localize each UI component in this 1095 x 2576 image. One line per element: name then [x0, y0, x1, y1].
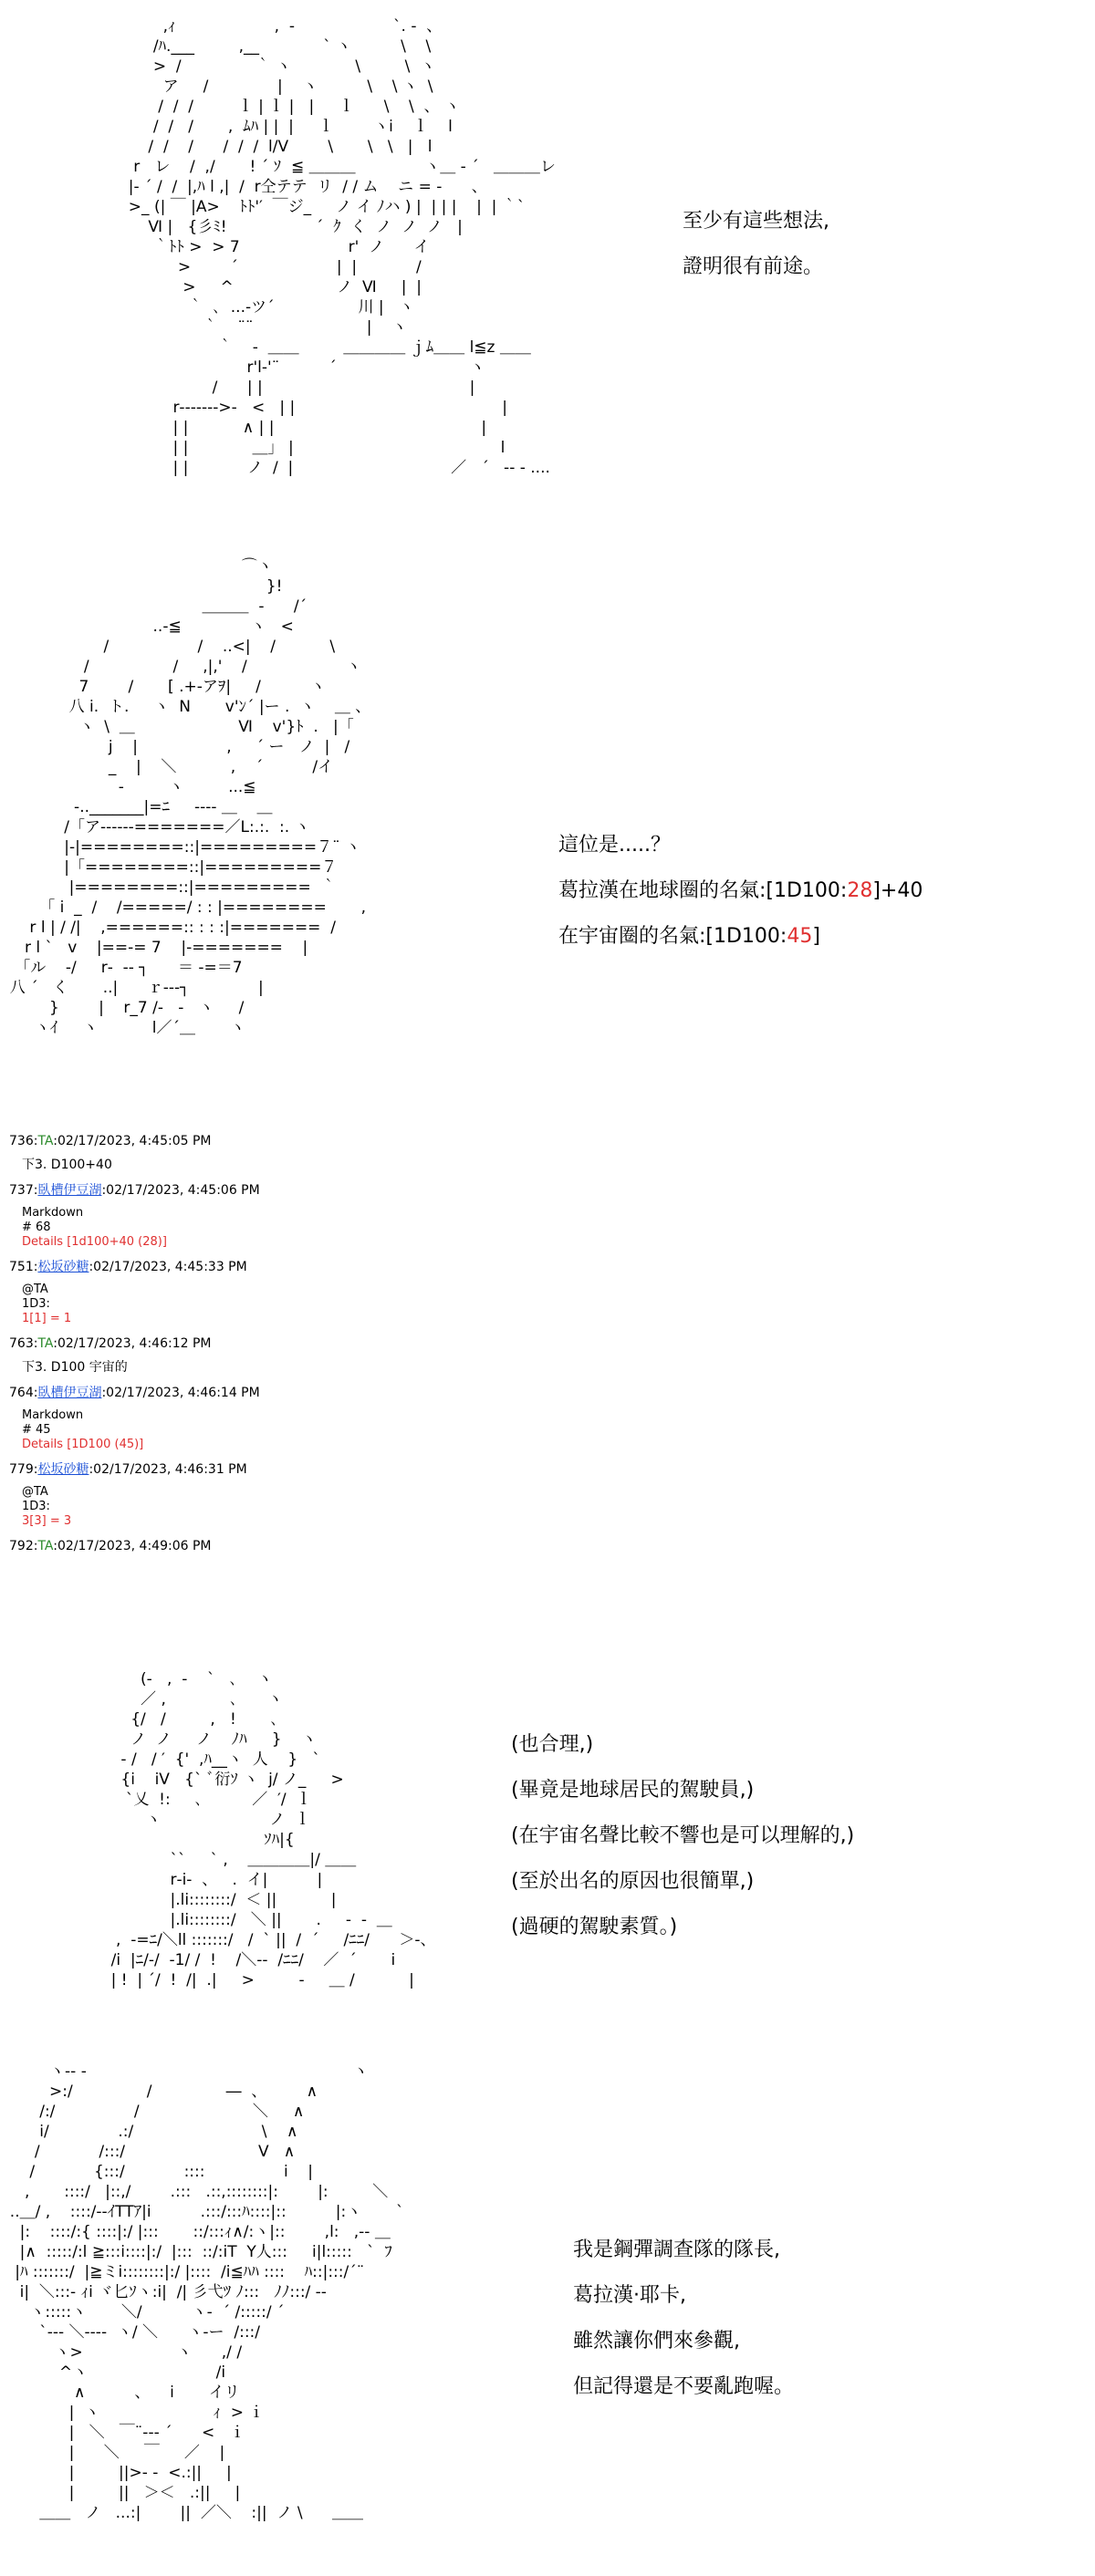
dice-result: 1[1] = 1 [22, 1312, 72, 1325]
ascii-art-character-3: (‐ , ‐ ` ､ ヽ ／ , ､ ヽ {/ / , ! ､ ノ ノ ノ ﾉﾊ } ヽ ‐ / / ′ {' ,ﾊ__ヽ 人 } ` {i iV {` ﾞ衍ｿ ヽ j/ ノ_ > `乂 !: ､ ／ ′/ ｌ ヽ ノ ｌ ｿﾊ|{ `` ` , ＿＿＿＿|/ ＿＿ r‐i‐ 、 . イ| | |.li::::::::/ ＜ || | |.li::::::::/ ＼ || . ‐ ‐ ＿ , ‐=ﾆ/＼ll :::::::/ / ` || / ´ /ﾆﾆ/ ＞‐、 /i |ﾆ/‐/ ‐1/ / ! /＼‐‐ /ﾆﾆ/ ／ ´ i | ! | ´/ ! /| .| > ‐ ＿ / | [110, 1670, 436, 1989]
dialogue-line: 葛拉漢·耶卡, [573, 2284, 686, 2307]
log-user-link[interactable]: 臥槽伊豆湖 [37, 1386, 102, 1400]
log-entry: 779:松坂砂糖:02/17/2023, 4:46:31 PM @TA 1D3: 3[3] = 3 [9, 1461, 1086, 1529]
dialogue-line: (畢竟是地球居民的駕駛員,) [511, 1779, 755, 1802]
dialogue-line: (在宇宙名聲比較不響也是可以理解的,) [511, 1824, 855, 1847]
roll-value: 28 [847, 879, 873, 902]
dialogue-line: 雖然讓你們來參觀, [573, 2330, 740, 2353]
log-user[interactable]: TA [37, 1134, 54, 1148]
panel-1 [0, 0, 1095, 529]
dialogue-line: 至少有這些想法, [683, 210, 829, 233]
panel-4 [0, 2062, 1095, 2576]
dialogue-line-space-fame: 在宇宙圈的名氣:[1D100:45] [558, 925, 820, 948]
log-user-link[interactable]: 松坂砂糖 [37, 1260, 89, 1274]
dialogue-line: 證明很有前途。 [683, 255, 824, 278]
dialogue-line: 但記得還是不要亂跑喔。 [573, 2375, 795, 2398]
log-entry: 737:臥槽伊豆湖:02/17/2023, 4:45:06 PM Markdown # 68 Details [1d100+40 (28)] [9, 1182, 1086, 1250]
log-user[interactable]: TA [37, 1336, 54, 1351]
dialogue-line: (也合理,) [511, 1733, 594, 1756]
dialogue-box-4 [573, 2237, 794, 2419]
dialogue-box-2 [558, 832, 923, 969]
dice-result: 3[3] = 3 [22, 1514, 72, 1528]
details-link[interactable]: Details [1d100+40 (28)] [22, 1235, 167, 1249]
ascii-art-character-4: ヽ‐‐ ‐ ヽ >:/ / ― 、 ∧ /:/ / ＼ ∧ i/ .:/ \ ∧ / /:::/ V ∧ / {:::/ :::: i | , ::::/ |::,/ .::: .::,::::::::|: |: ＼ ..＿/ , ::::/‐‐ｲTTｱ|i .:::/:::ﾊ::::|:: |:ヽ ` |: ::::/:{ ::::|:/ |::: ::/:::ｨ∧/:ヽ|:: ,l: ,‐‐ ＿ |∧ :::::/:l ≧:::i::::|:/ |::: ::/:iT Y人::: i|l::::: ` ﾌ |ﾊ :::::::/ |≧ミi::::::::|:/ |:::: /i≦ﾊﾊ :::: ﾊ::|:::/´¨ i| ＼:::‐ ｨi ヾ匕ｿヽ:i| /| 彡弋ﾂ ﾉ::: ﾉﾉ:::/ ‐‐ ヽ:::::ヽ ＼/ ヽ‐ ´ /:::::/ ´ `‐‐‐ ＼‐‐‐‐ ヽ/ ＼ ヽ‐ー /:::/ ヽ> ヽ ,/ / ^ヽ /i ∧ 、 i イリ | ヽ ｨ > ｉ | ＼ ￣¨‐‐‐ ´ < ｉ | ＼ ￣ ／ | | ||>‐ ‐ <.:|| | | || ＞＜ .:|| | ＿＿ ノ ...:| || ／＼ :|| ノ \ ＿＿ [9, 2062, 404, 2522]
roll-value: 45 [787, 925, 813, 948]
dialogue-line: (過硬的駕駛素質。) [511, 1916, 678, 1938]
log-entry: 751:松坂砂糖:02/17/2023, 4:45:33 PM @TA 1D3: 1[1] = 1 [9, 1259, 1086, 1326]
log-entry: 763:TA:02/17/2023, 4:46:12 PM 下3. D100 宇宙的 [9, 1336, 212, 1375]
chat-log [9, 1133, 1086, 1563]
log-user-link[interactable]: 臥槽伊豆湖 [37, 1183, 102, 1198]
dialogue-line: (至於出名的原因也很簡單,) [511, 1870, 755, 1893]
dialogue-line: 我是鋼彈調查隊的隊長, [573, 2238, 780, 2261]
dialogue-box-3 [511, 1731, 854, 1959]
log-entry: 736:TA:02/17/2023, 4:45:05 PM 下3. D100+40 [9, 1134, 212, 1172]
log-entry: 764:臥槽伊豆湖:02/17/2023, 4:46:14 PM Markdown # 45 Details [1D100 (45)] [9, 1385, 1086, 1452]
dialogue-line: 這位是.....？ [558, 834, 671, 857]
log-user-link[interactable]: 松坂砂糖 [37, 1462, 89, 1477]
panel-2 [0, 547, 1095, 1131]
ascii-art-character-2: ⌒ヽ }! ＿＿＿ ‐ /´ ..-≦ ヽ < / / ..<| / \ / / ,|,' / ヽ 7 / [ .+‐アｦ| / ヽ 八 i. ト. ヽ N v'ﾝ´ |ー . ヽ ＿ 、 ヽ \ ＿ Ⅵ v'}ﾄ . |「 j | , ´ ー ノ | / _ | ＼ , ´ /イ ‐ ヽ ...≦ ‐.._______|=ﾆ ‐‐‐‐ ＿ ＿ /「ア‐‐‐‐‐‐=======／L:.:. :. ヽ |‐|========::|=========７¨ ヽ |「========::|=========７ |========::|========= ｀ 「 i _ / /=====/ : : |======== , r l | / /| ,======:: : : :|======= / r l ` v |==‐= 7 |‐======= | 「ル ‐/ r‐ ‐‐ ┐ ＝ ‐=＝7 八 ´ く ..| ｒ‐‐‐┐ | } | r_7 /‐ - ヽ / ヽｲ ヽ l／´＿ ヽ [9, 557, 371, 1037]
dialogue-line-graham-earth-fame: 葛拉漢在地球圈的名氣:[1D100:28]+40 [558, 879, 923, 902]
panel-3 [0, 1660, 1095, 2062]
ascii-art-character-1: ,ｨ , - `. ‐ 、 /ﾊ.___ ,__ ` ヽ \ \ > / ｀ ヽ \ \ ヽ ア / | ヽ \ \ ヽ \ / / / ｌ | ｌ | | ｌ \ \ 、 ヽ / / / , ﾑﾊ | | | ｌ ヽi ｌ l / / / / / / l/V \ \ \ | l r レ / ,/ ! ´ ｿ ≦ ＿＿＿ ヽ＿ ‐ ´ ＿＿＿レ |‐ ´ / / |,ﾊ l ,| / r仝テテ リ / / ム ニ = ‐ 、 >_ (| ￣ |A> ﾄﾄ'′ ￣ジ_ ノ イ ﾉハ ) | | | | | | ｀` Ⅵ | {彡ﾐ! ´ ｸ く ノ ノ ノ | ｀ﾄﾄ > > 7 r' ノ イ > ´ | | / > ^ ノ Ⅵ | | ｀ ､ ...‐ツ´ 川 | ヽ ｀ ¨¨ | ヽ ｀ ‐ ＿＿ ＿＿＿＿ ｊﾑ＿＿ l≦z ＿＿ r'l‐'¨ ´ ヽ / | | | r‐‐‐‐‐‐‐>‐ < | | | | | ∧ | | | | | ＿」 | l | | ノ / | ／ ´ ‐‐ ‐ .... [128, 17, 556, 477]
details-link[interactable]: Details [1D100 (45)] [22, 1438, 144, 1451]
log-entry: 792:TA:02/17/2023, 4:49:06 PM [9, 1539, 212, 1553]
dialogue-box-1 [683, 208, 829, 299]
log-user[interactable]: TA [37, 1539, 54, 1553]
